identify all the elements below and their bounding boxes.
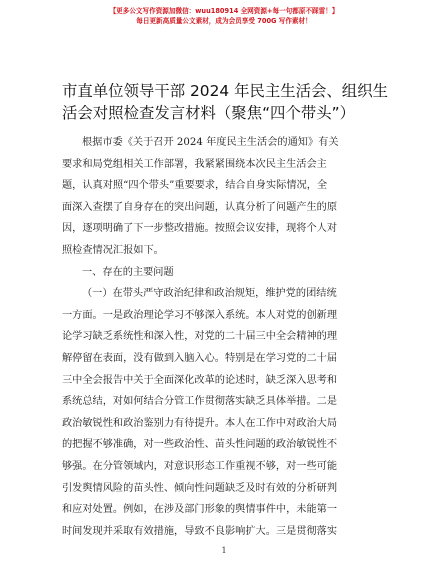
title-line-2: 活会对照检查发言材料（聚焦“四个带头”） bbox=[62, 104, 355, 122]
body-line: 照检查情况汇报如下。 bbox=[62, 244, 164, 256]
promo-banner-line-2: 每日更新高质量公文素材，成为会员享受 700G 写作素材！ bbox=[136, 17, 312, 25]
body-line: 和应对处置。例如，在涉及部门形象的舆情事件中，未能第一 bbox=[62, 504, 338, 516]
promo-banner-line-1: 【更多公文写作资源加微信：wuu180914 全网资源+每一句都原不踩雷！】 bbox=[109, 7, 339, 15]
body-line: 系统总结，对如何结合分管工作贯彻落实缺乏具体举措。二是 bbox=[62, 396, 338, 408]
document-title bbox=[62, 80, 392, 124]
page-number: 1 bbox=[221, 546, 227, 555]
body-line: 时间发现并采取有效措施，导致不良影响扩大。三是贯彻落实 bbox=[62, 525, 338, 537]
section-heading: 一、存在的主要问题 bbox=[82, 266, 174, 278]
body-line: 论学习缺乏系统性和深入性，对党的二十届三中全会精神的理 bbox=[62, 331, 338, 343]
body-line: 面深入查摆了自身存在的突出问题，认真分析了问题产生的原 bbox=[62, 201, 338, 213]
body-line: 要求和局党组相关工作部署，我紧紧围绕本次民主生活会主 bbox=[62, 158, 327, 170]
document-body bbox=[62, 132, 392, 542]
body-line: 因，逐项明确了下一步整改措施。按照会议安排，现将个人对 bbox=[62, 223, 338, 235]
body-line: （一）在带头严守政治纪律和政治规矩，维护党的团结统 bbox=[82, 288, 337, 300]
body-line: 题，认真对照“四个带头”重要要求，结合自身实际情况，全 bbox=[62, 180, 328, 192]
title-line-1: 市直单位领导干部 2024 年民主生活会、组织生 bbox=[62, 82, 388, 100]
body-line: 引发舆情风险的苗头性、倾向性问题缺乏及时有效的分析研判 bbox=[62, 482, 338, 494]
body-line: 根据市委《关于召开 2024 年度民主生活会的通知》有关 bbox=[82, 137, 339, 148]
promo-banner bbox=[0, 6, 448, 26]
body-line: 解停留在表面，没有做到入脑入心。特别是在学习党的二十届 bbox=[62, 352, 338, 364]
body-line: 够强。在分管领域内，对意识形态工作重视不够，对一些可能 bbox=[62, 460, 338, 472]
body-line: 的把握不够准确，对一些政治性、苗头性问题的政治敏锐性不 bbox=[62, 439, 338, 451]
body-line: 三中全会报告中关于全面深化改革的论述时，缺乏深入思考和 bbox=[62, 374, 338, 386]
body-line: 一方面。一是政治理论学习不够深入系统。本人对党的创新理 bbox=[62, 309, 338, 321]
body-line: 政治敏锐性和政治鉴别力有待提升。本人在工作中对政治大局 bbox=[62, 417, 338, 429]
